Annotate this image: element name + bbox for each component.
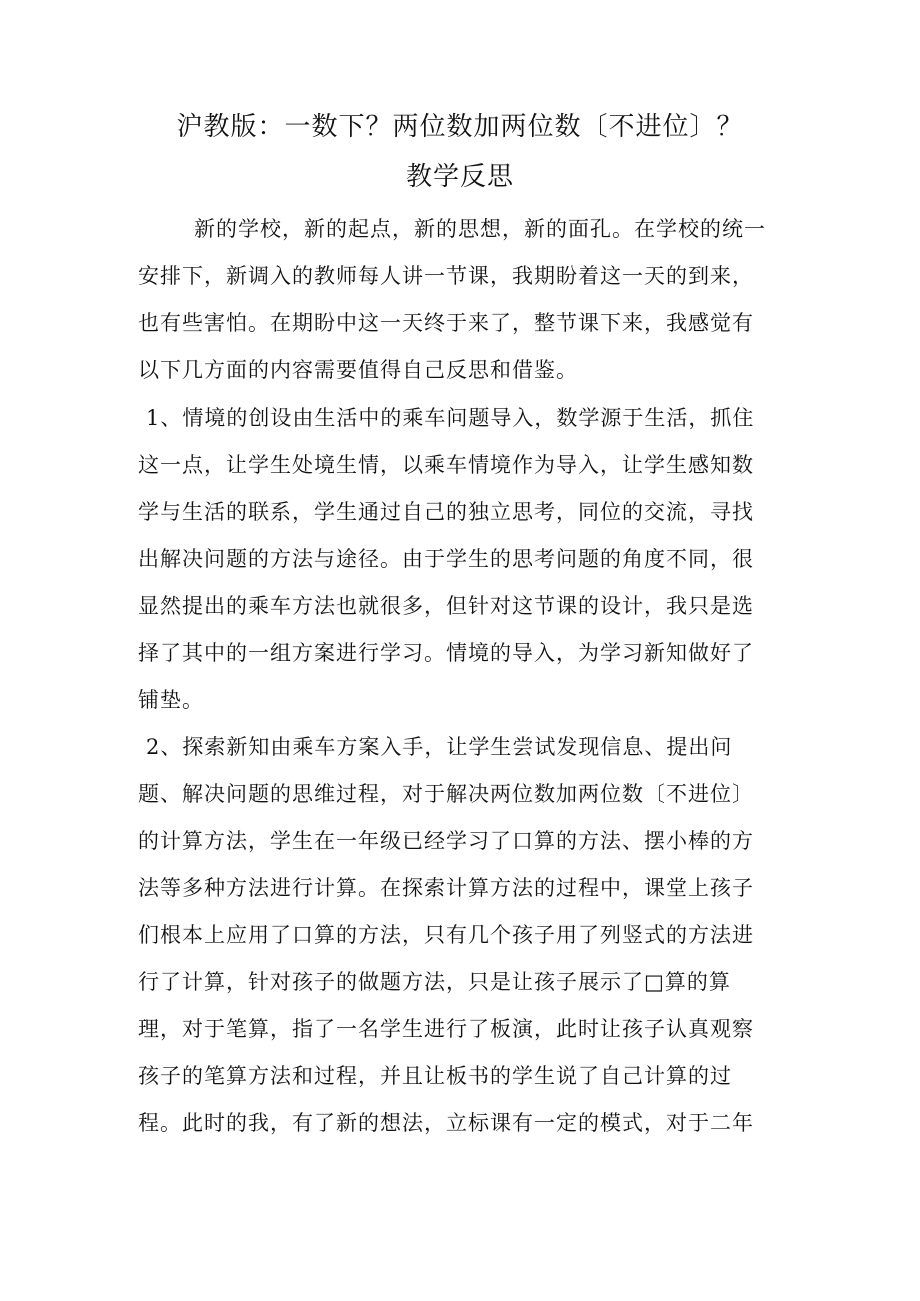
paragraph-2-line-1: 1、情境的创设由生活中的乘车问题导入，数学源于生活，抓住 (146, 406, 755, 430)
paragraph-2-line-7: 铺垫。 (138, 688, 204, 712)
paragraph-3-line-9: 程。此时的我，有了新的想法，立标课有一定的模式，对于二年 (138, 1111, 754, 1135)
paragraph-2-line-4: 出解决问题的方法与途径。由于学生的思考问题的角度不同，很 (138, 547, 754, 571)
document-title-line-2: 教学反思 (405, 162, 514, 192)
paragraph-2-line-2: 这一点，让学生处境生情，以乘车情境作为导入，让学生感知数 (138, 453, 754, 477)
paragraph-3-line-7: 理，对于笔算，指了一名学生进行了板演，此时让孩子认真观察 (138, 1017, 754, 1041)
paragraph-2-line-5: 显然提出的乘车方法也就很多，但针对这节课的设计，我只是选 (138, 594, 754, 618)
paragraph-3-line-4: 法等多种方法进行计算。在探索计算方法的过程中，课堂上孩子 (138, 876, 754, 900)
paragraph-3-line-6: 行了计算，针对孩子的做题方法，只是让孩子展示了□算的算 (138, 970, 731, 994)
paragraph-3-line-8: 孩子的笔算方法和过程，并且让板书的学生说了自己计算的过 (138, 1064, 732, 1088)
paragraph-1-line-1: 新的学校，新的起点，新的思想，新的面孔。在学校的统一 (194, 217, 766, 241)
paragraph-2-line-3: 学与生活的联系，学生通过自己的独立思考，同位的交流，寻找 (138, 500, 754, 524)
paragraph-3-line-5: 们根本上应用了口算的方法，只有几个孩子用了列竖式的方法进 (138, 923, 754, 947)
paragraph-2-line-6: 择了其中的一组方案进行学习。情境的导入，为学习新知做好了 (138, 641, 754, 665)
paragraph-1-line-2: 安排下，新调入的教师每人讲一节课，我期盼着这一天的到来， (138, 264, 754, 288)
paragraph-1-line-3: 也有些害怕。在期盼中这一天终于来了，整节课下来，我感觉有 (138, 311, 754, 335)
paragraph-3-line-3: 的计算方法，学生在一年级已经学习了口算的方法、摆小棒的方 (138, 829, 754, 853)
paragraph-1-line-4: 以下几方面的内容需要值得自己反思和借鉴。 (138, 358, 578, 382)
paragraph-3-line-1: 2、探索新知由乘车方案入手，让学生尝试发现信息、提出问 (146, 735, 733, 759)
document-title-line-1: 沪教版：一数下？两位数加两位数〔不进位〕？ (176, 112, 744, 142)
paragraph-3-line-2: 题、解决问题的思维过程，对于解决两位数加两位数〔不进位〕 (138, 782, 754, 806)
